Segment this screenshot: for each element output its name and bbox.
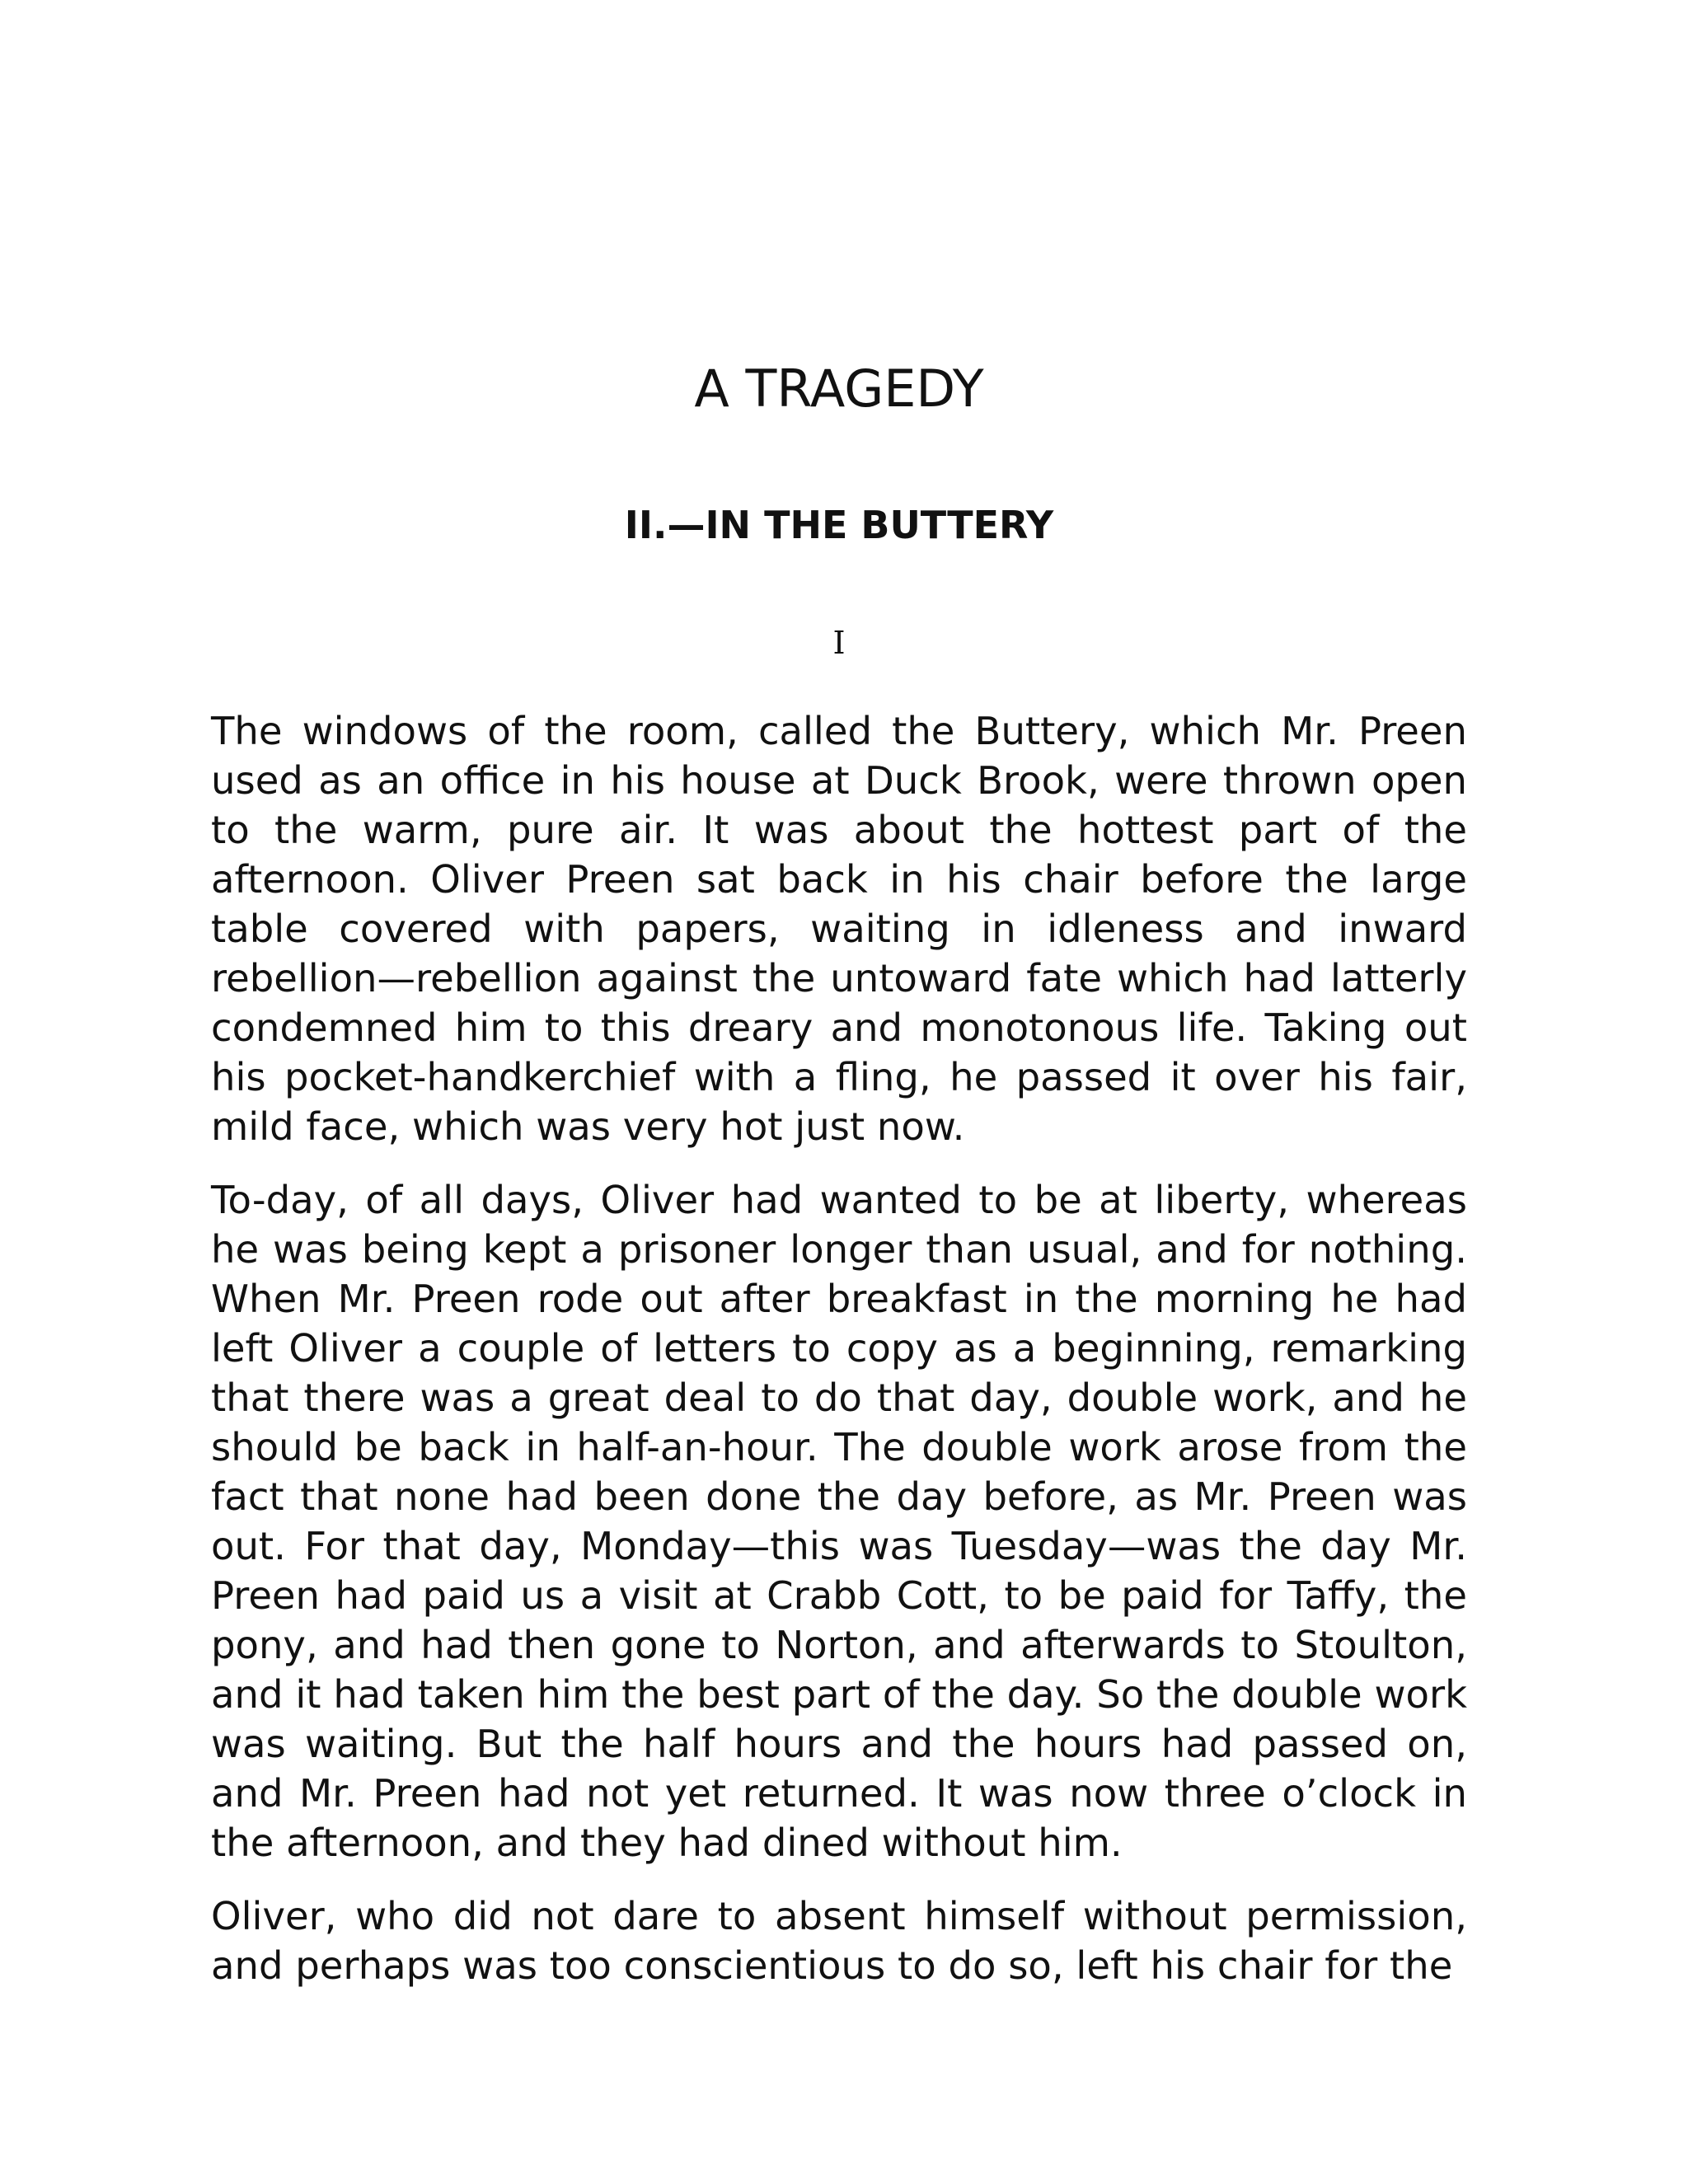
paragraph-2: To-day, of all days, Oliver had wanted to be at liberty, whereas he was being kept a prisoner longer than usual, and for nothing. When Mr. Preen rode out after breakfast in the morning he had left Oliver a couple of letters to copy as a beginning, remarking that there was a great deal to do that day, double work, and he should be back in half-an-hour. The double work arose from the fact that none had been done the day before, as Mr. Preen was out. For that day, Monday—this was Tuesday—was the day Mr. Preen had paid us a visit at Crabb Cott, to be paid for Taffy, the pony, and had then gone to Norton, and afterwards to Stoulton, and it had taken him the best part of the day. So the double work was waiting. But the half hours and the hours had passed on, and Mr. Preen had not yet returned. It was now three o’clock in the afternoon, and they had dined without him. bbox=[211, 1178, 1467, 1865]
section-number: I bbox=[832, 625, 846, 661]
body-text bbox=[211, 706, 1467, 2014]
paragraph-3: Oliver, who did not dare to absent himself without permission, and perhaps was too conscientious to do so, left his chair for the bbox=[211, 1894, 1467, 1988]
chapter-title: A TRAGEDY bbox=[694, 359, 984, 419]
chapter-subtitle: II.—IN THE BUTTERY bbox=[624, 503, 1054, 547]
paragraph-1: The windows of the room, called the Buttery, which Mr. Preen used as an office in his house at Duck Brook, were thrown open to the warm, pure air. It was about the hottest part of the afternoon. Oliver Preen sat back in his chair before the large table covered with papers, waiting in idleness and inward rebellion—rebellion against the untoward fate which had latterly condemned him to this dreary and monotonous life. Taking out his pocket-handkerchief with a fling, he passed it over his fair, mild face, which was very hot just now. bbox=[211, 709, 1467, 1149]
